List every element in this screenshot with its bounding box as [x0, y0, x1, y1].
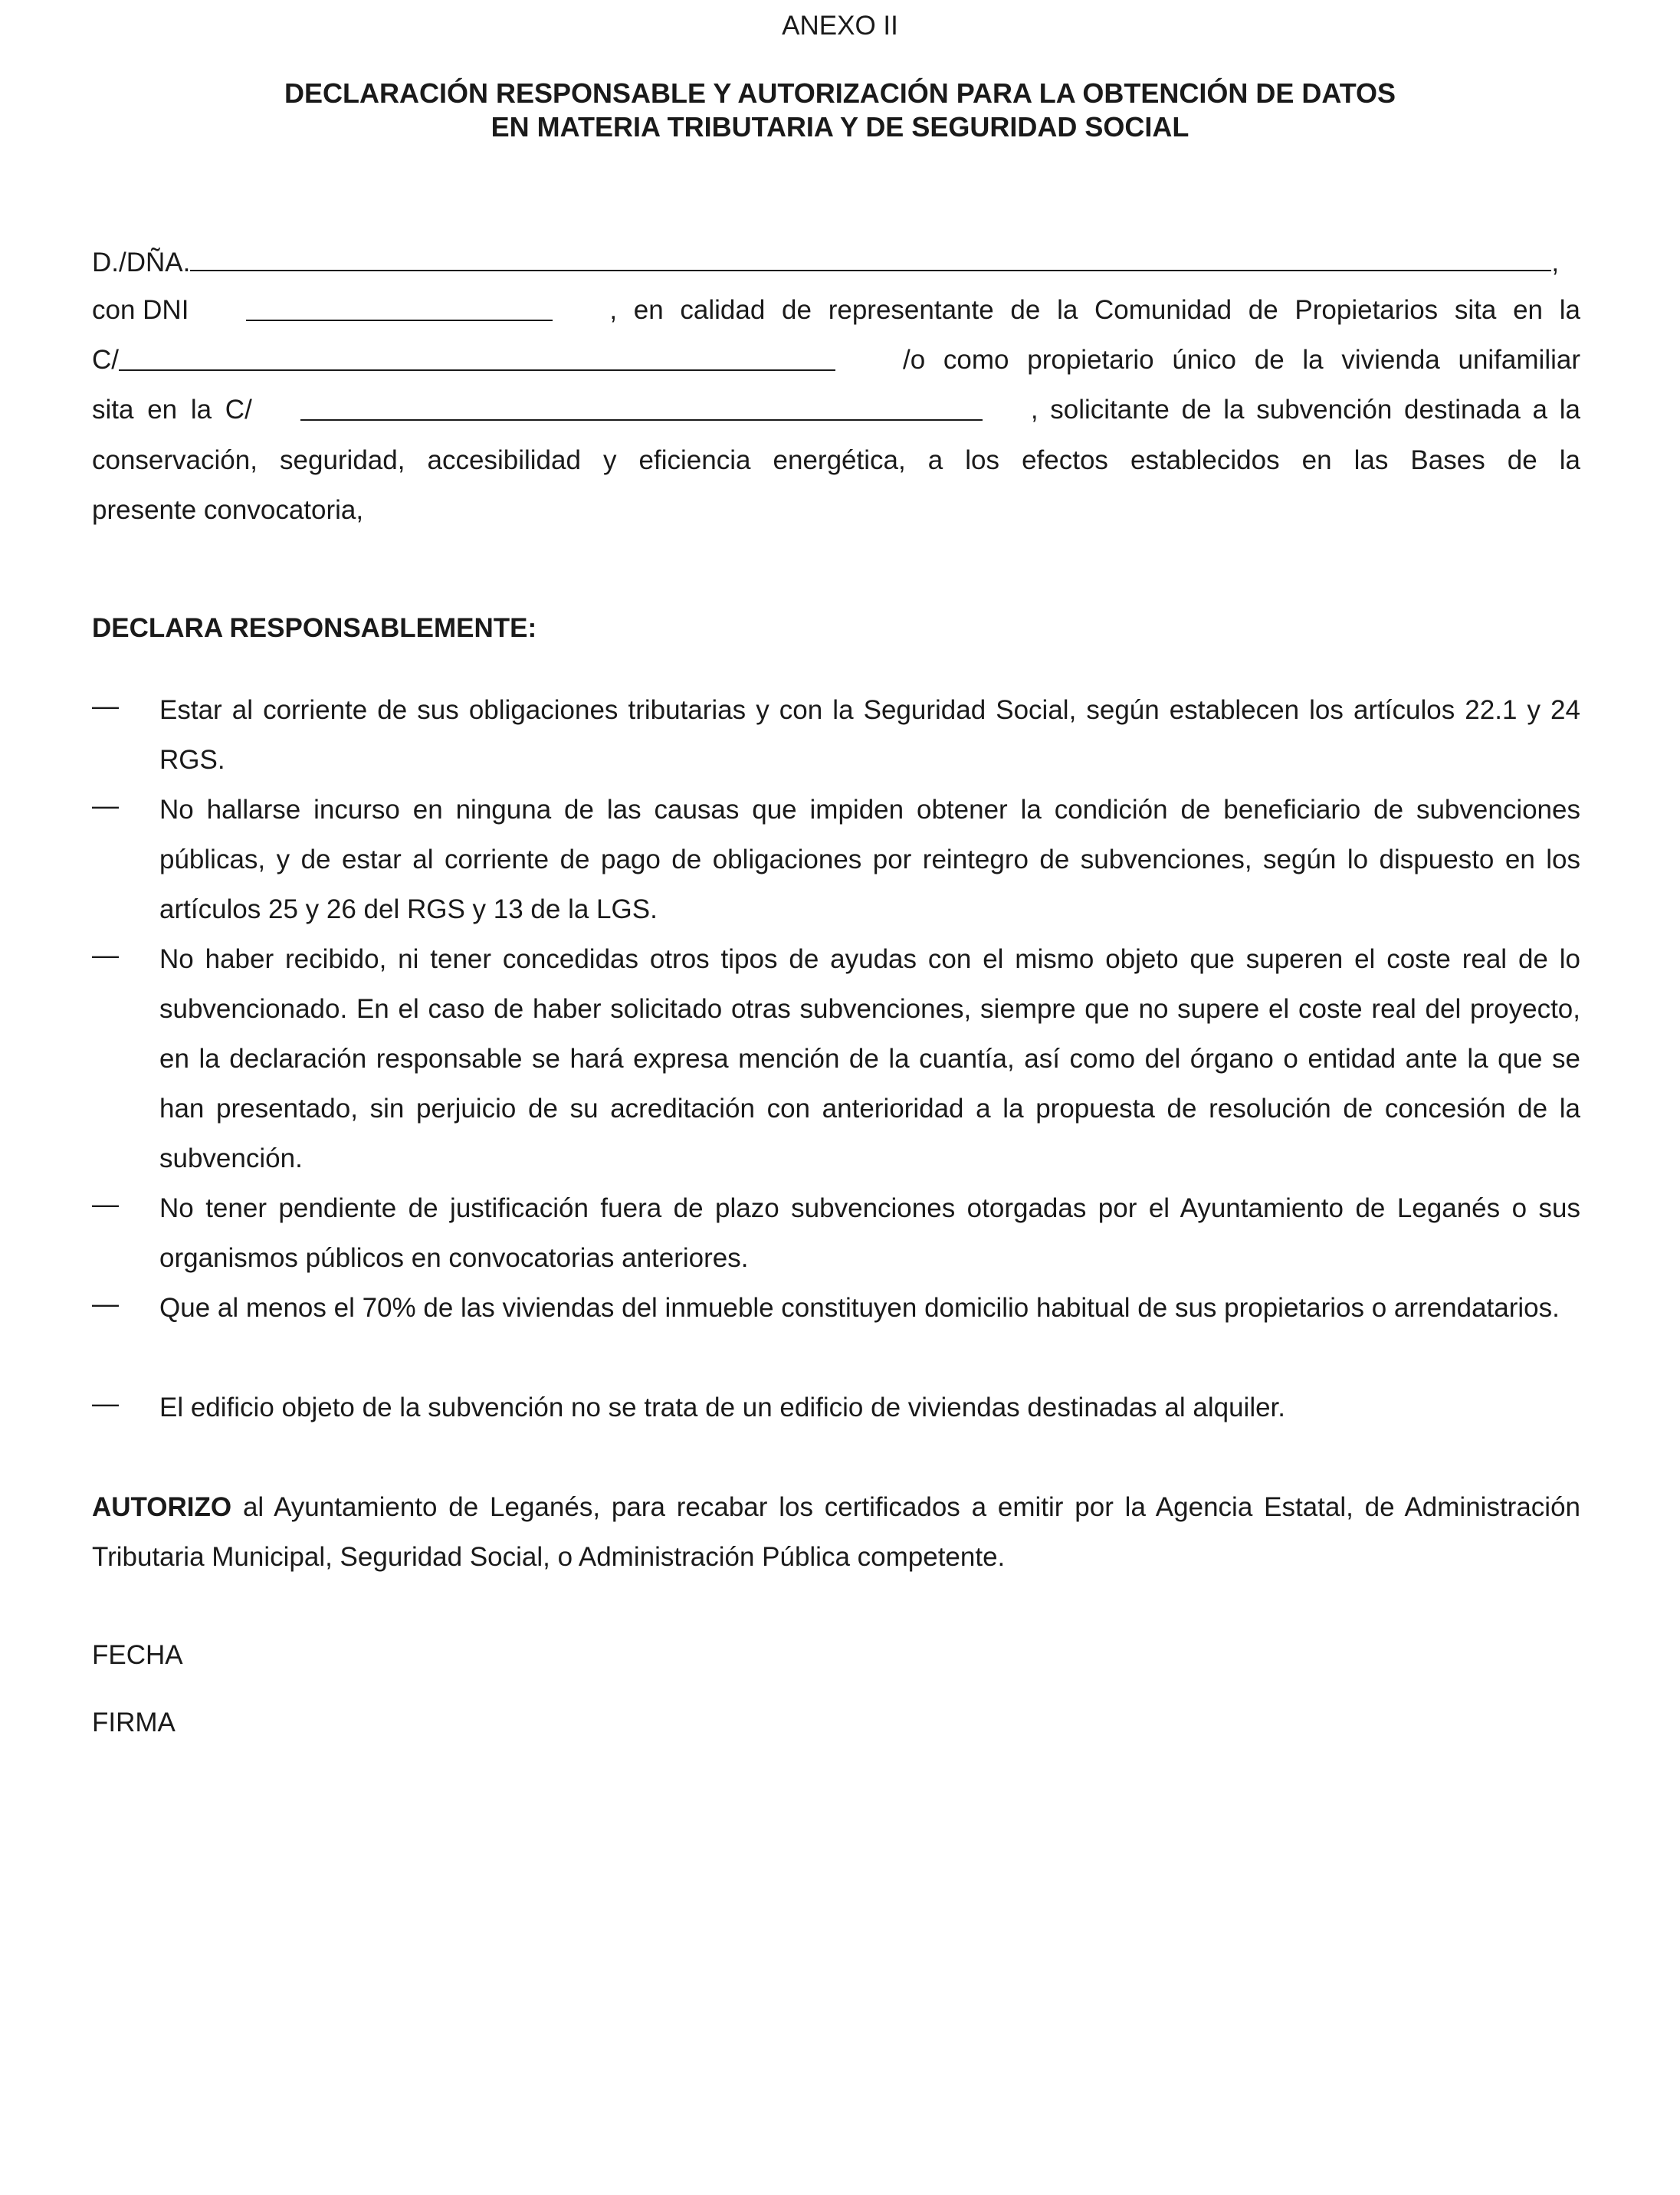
bullet-dash-5: — [92, 1289, 119, 1319]
annex-label: ANEXO II [782, 11, 898, 41]
intro-street-line [92, 343, 1580, 377]
name-comma: , [1551, 248, 1560, 277]
sita-after: , solicitante de la subvención destinada a la [1030, 395, 1580, 425]
bullet-dash-6: — [92, 1389, 119, 1419]
autorizo-paragraph [92, 1482, 1580, 1582]
sita-blank[interactable] [300, 393, 983, 421]
intro-name-line [92, 244, 1580, 280]
declara-item-6: El edificio objeto de la subvención no se trata de un edificio de viviendas destinadas al alquiler. [159, 1393, 1286, 1422]
firma-label: FIRMA [92, 1708, 176, 1737]
title-line-2: EN MATERIA TRIBUTARIA Y DE SEGURIDAD SOCIAL [491, 111, 1189, 143]
street-after: /o como propietario único de la vivienda unifamiliar [903, 345, 1580, 375]
declara-item-4: No tener pendiente de justificación fuera de plazo subvenciones otorgadas por el Ayuntamiento de Leganés o sus organismos públicos en convocatorias anteriores. [159, 1193, 1580, 1273]
street-label: C/ [92, 345, 119, 375]
intro-line-5: conservación, seguridad, accesibilidad y eficiencia energética, a los efectos establecidos en las Bases de la [92, 445, 1580, 475]
declara-item-2: No hallarse incurso en ninguna de las causas que impiden obtener la condición de beneficiario de subvenciones públicas, y de estar al corriente de pago de obligaciones por reintegro de subvenciones, según lo dispuesto en los artículos 25 y 26 del RGS y 13 de la LGS. [159, 795, 1580, 924]
declara-item-3: No haber recibido, ni tener concedidas otros tipos de ayudas con el mismo objeto que superen el coste real de lo subvencionado. En el caso de haber solicitado otras subvenciones, siempre que no supere el coste real del proyecto, en la declaración responsable se hará expresa mención de la cuantía, así como del órgano o entidad ante la que se han presentado, sin perjuicio de su acreditación con anterioridad a la propuesta de resolución de concesión de la subvención. [159, 944, 1580, 1173]
bullet-dash-1: — [92, 691, 119, 721]
sita-label: sita en la C/ [92, 395, 252, 425]
intro-line-6: presente convocatoria, [92, 495, 364, 525]
intro-dni-line [92, 294, 1580, 327]
autorizo-keyword: AUTORIZO [92, 1492, 232, 1522]
bullet-dash-3: — [92, 940, 119, 970]
name-label: D./DÑA. [92, 248, 191, 277]
declara-item-5: Que al menos el 70% de las viviendas del inmueble constituyen domicilio habitual de sus propietarios o arrendatarios. [159, 1293, 1560, 1323]
bullet-dash-2: — [92, 791, 119, 821]
autorizo-text: al Ayuntamiento de Leganés, para recabar los certificados a emitir por la Agencia Estatal, de Administración Tributaria Municipal, Seguridad Social, o Administración Pública competente. [92, 1492, 1580, 1572]
street-blank[interactable] [119, 343, 835, 371]
declara-heading: DECLARA RESPONSABLEMENTE: [92, 613, 537, 643]
fecha-label: FECHA [92, 1640, 183, 1670]
dni-label: con DNI [92, 295, 189, 325]
title-line-1: DECLARACIÓN RESPONSABLE Y AUTORIZACIÓN PARA LA OBTENCIÓN DE DATOS [284, 77, 1396, 109]
dni-blank[interactable] [246, 294, 553, 321]
document-title [0, 77, 1680, 144]
bullet-dash-4: — [92, 1189, 119, 1219]
dni-after: , en calidad de representante de la Comunidad de Propietarios sita en la [609, 295, 1580, 325]
intro-sita-line [92, 393, 1580, 427]
declara-item-1: Estar al corriente de sus obligaciones tributarias y con la Seguridad Social, según establecen los artículos 22.1 y 24 RGS. [159, 695, 1580, 775]
name-blank[interactable] [190, 244, 1551, 271]
